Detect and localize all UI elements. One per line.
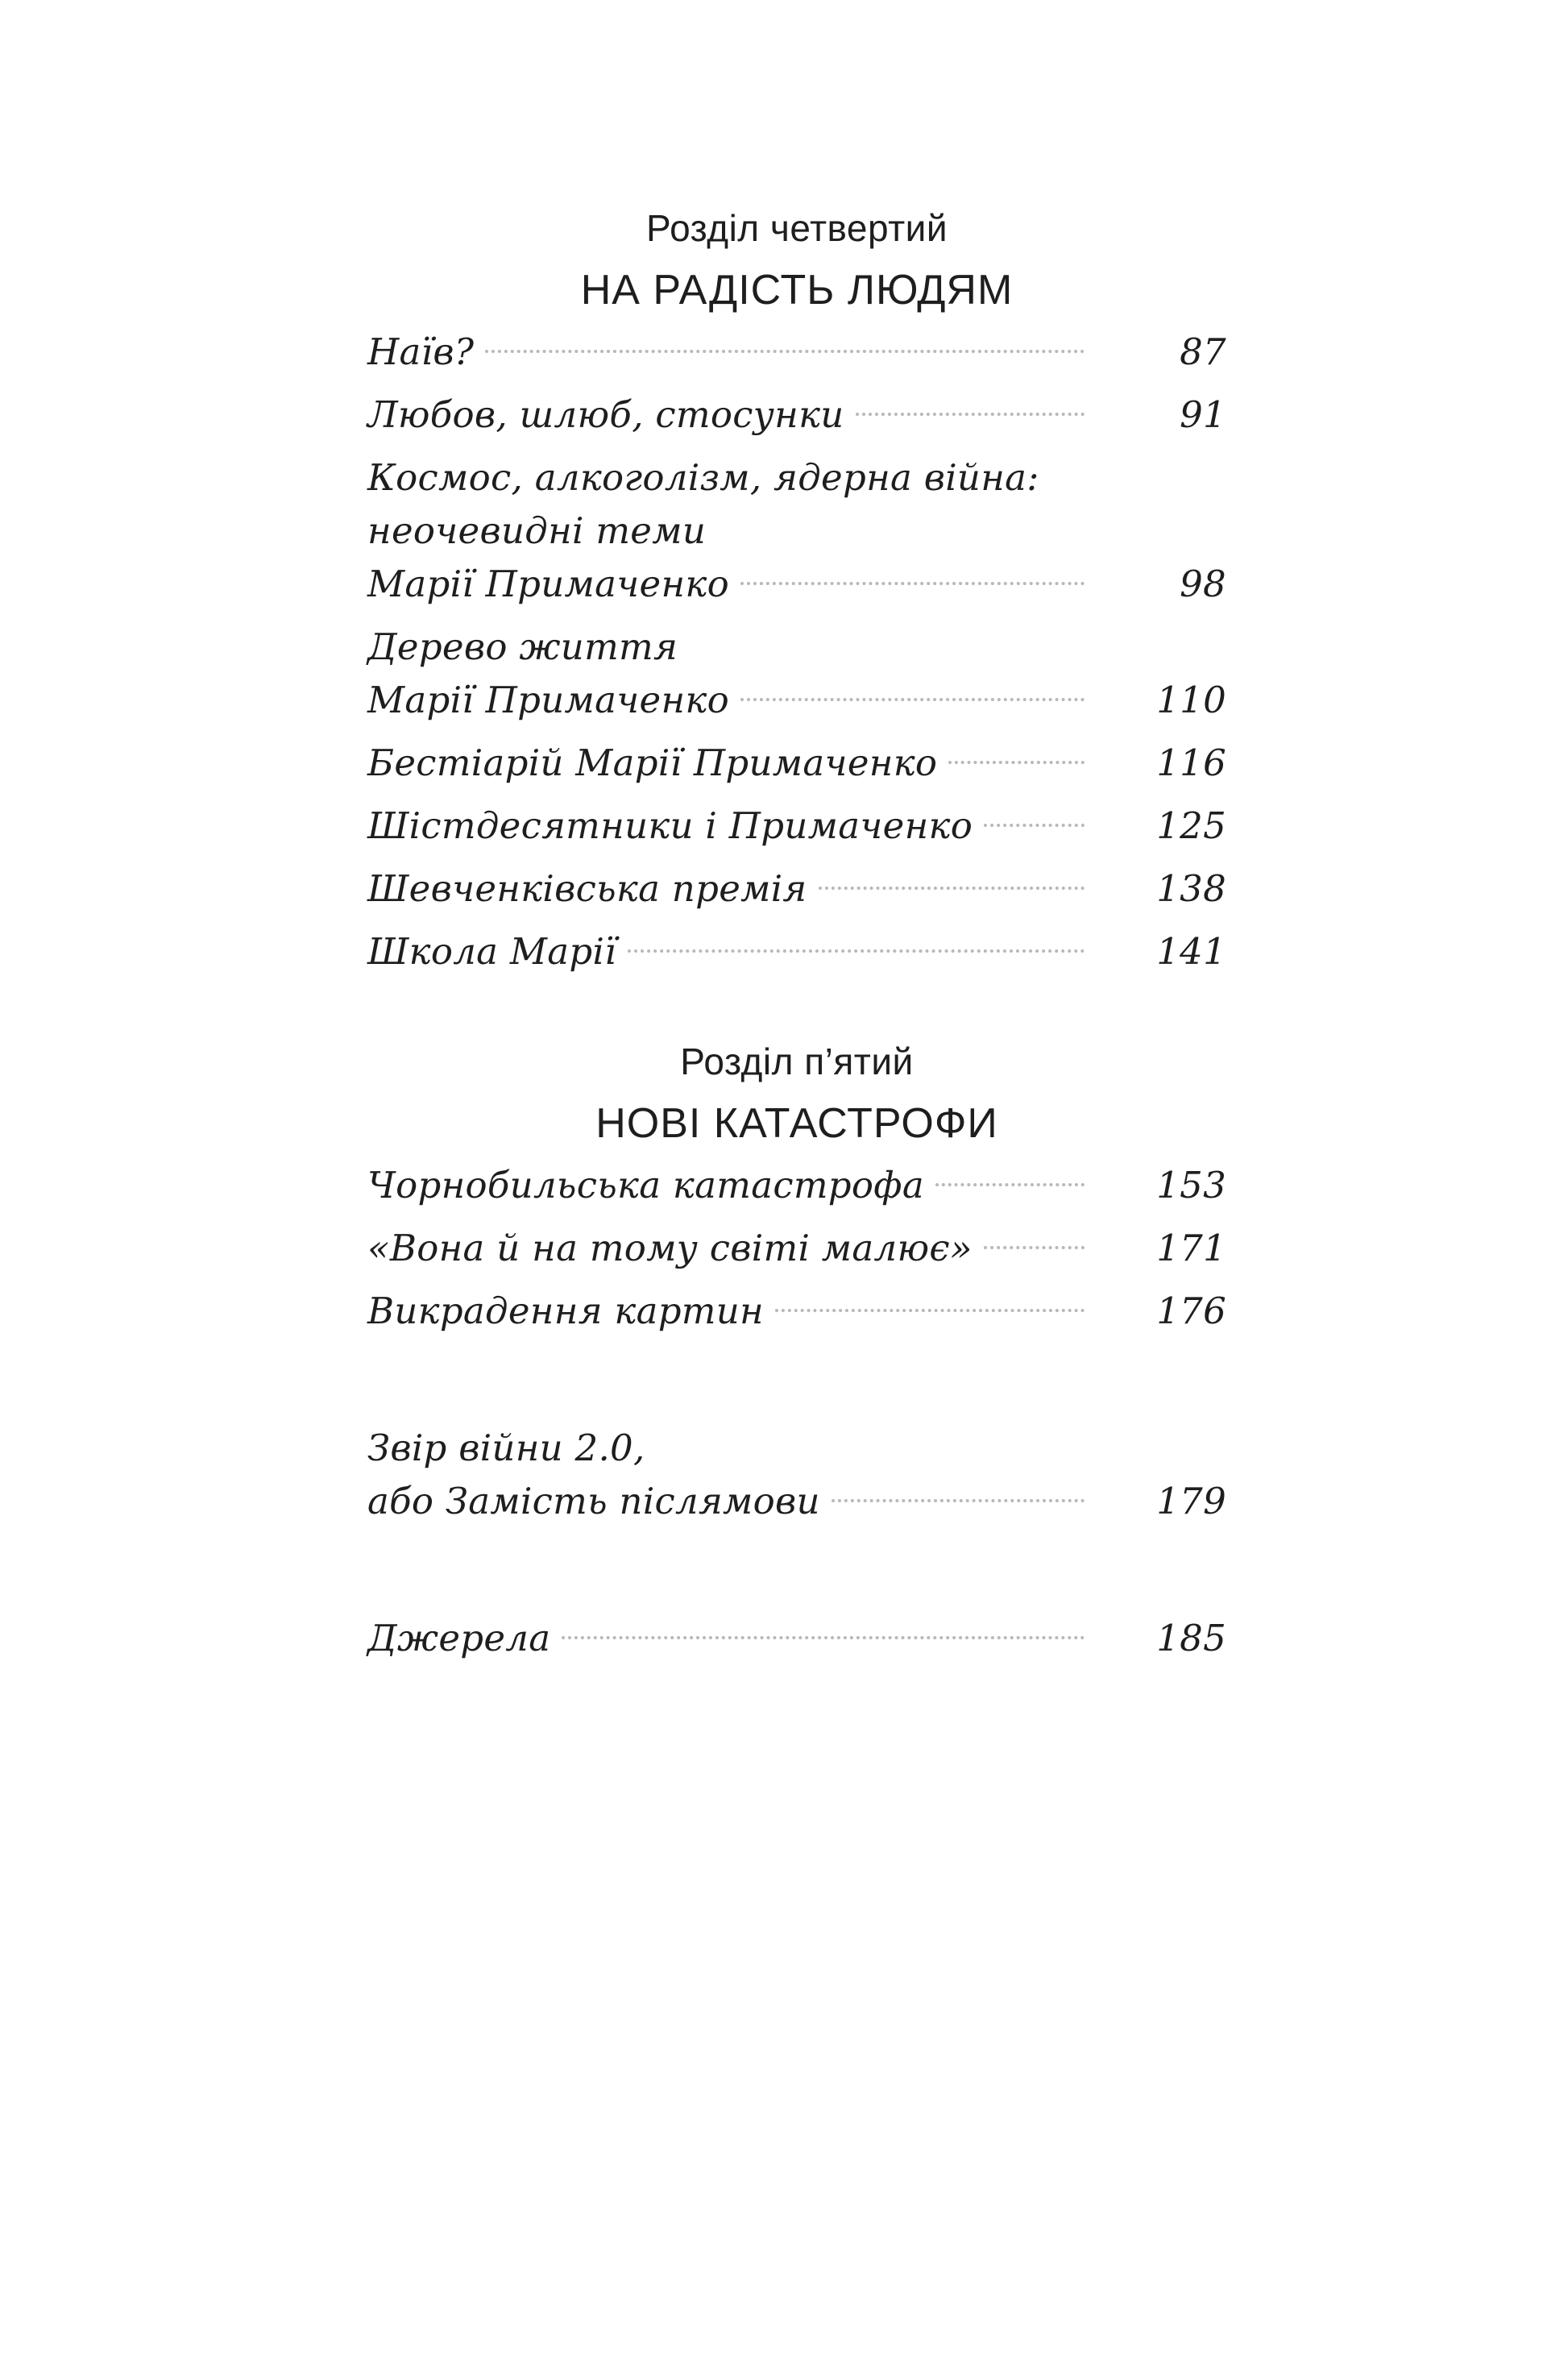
toc-entry[interactable] xyxy=(367,1159,1226,1212)
toc-entry[interactable] xyxy=(367,925,1226,978)
entry-page-number: 91 xyxy=(1180,393,1226,436)
entry-page-number: 176 xyxy=(1156,1290,1226,1332)
dot-leader xyxy=(628,949,1085,953)
chapter-five xyxy=(367,1033,1226,1338)
entry-title: Шістдесятники і Примаченко xyxy=(367,804,973,847)
entry-title: Викрадення картин xyxy=(367,1290,764,1332)
entry-title: Наїв? xyxy=(367,330,475,373)
entry-title-line: Звір війни 2.0, xyxy=(367,1427,645,1469)
dot-leader xyxy=(485,350,1085,353)
entry-title: Чорнобильська катастрофа xyxy=(367,1164,924,1207)
dot-leader xyxy=(984,1246,1085,1249)
dot-leader xyxy=(775,1309,1085,1312)
toc-entry[interactable] xyxy=(367,862,1226,916)
section-spacer xyxy=(367,988,1226,1033)
entry-title: Джерела xyxy=(367,1617,551,1659)
entry-page-number: 116 xyxy=(1156,741,1226,784)
entry-title-line: Космос, алкоголізм, ядерна війна: xyxy=(367,456,1039,499)
chapter-title: НА РАДІСТЬ ЛЮДЯМ xyxy=(580,267,1014,314)
entry-page-number: 179 xyxy=(1156,1480,1226,1522)
toc-entry[interactable] xyxy=(367,737,1226,790)
block-spacer xyxy=(367,1348,1226,1422)
entry-title-line: Марії Примаченко xyxy=(367,679,729,721)
dot-leader xyxy=(740,698,1085,701)
entry-page-number: 141 xyxy=(1156,930,1226,973)
toc-entry[interactable] xyxy=(367,800,1226,853)
sources-entries xyxy=(367,1612,1226,1665)
chapter-entries xyxy=(367,1159,1226,1338)
dot-leader xyxy=(819,887,1085,890)
chapter-label: Розділ четвертий xyxy=(645,207,948,249)
dot-leader xyxy=(856,413,1085,416)
entry-title-line: або Замість післямови xyxy=(367,1480,820,1522)
chapter-four xyxy=(367,200,1226,978)
entry-title: Школа Марії xyxy=(367,930,616,973)
entry-title: Любов, шлюб, стосунки xyxy=(367,393,844,436)
table-of-contents xyxy=(367,200,1226,1675)
dot-leader xyxy=(832,1499,1085,1502)
entry-page-number: 185 xyxy=(1156,1617,1226,1659)
toc-entry[interactable] xyxy=(367,388,1226,442)
chapter-entries xyxy=(367,326,1226,978)
entry-page-number: 87 xyxy=(1180,330,1226,373)
block-spacer xyxy=(367,1538,1226,1612)
entry-page-number: 171 xyxy=(1156,1227,1226,1269)
toc-entry[interactable] xyxy=(367,621,1226,727)
toc-entry[interactable] xyxy=(367,451,1226,611)
dot-leader xyxy=(562,1636,1085,1639)
entry-title: Бестіарій Марії Примаченко xyxy=(367,741,938,784)
toc-entry[interactable] xyxy=(367,326,1226,379)
entry-title-line: Марії Примаченко xyxy=(367,563,729,605)
entry-page-number: 153 xyxy=(1156,1164,1226,1207)
toc-entry-afterword[interactable] xyxy=(367,1422,1226,1528)
afterword-entries xyxy=(367,1422,1226,1528)
chapter-title: НОВІ КАТАСТРОФИ xyxy=(595,1100,998,1147)
entry-title: Шевченківська премія xyxy=(367,867,807,910)
chapter-label: Розділ п’ятий xyxy=(680,1040,914,1082)
dot-leader xyxy=(984,824,1085,827)
dot-leader xyxy=(740,582,1085,585)
entry-page-number: 98 xyxy=(1180,563,1226,605)
entry-page-number: 110 xyxy=(1156,679,1226,721)
toc-entry[interactable] xyxy=(367,1285,1226,1338)
entry-page-number: 125 xyxy=(1156,804,1226,847)
entry-page-number: 138 xyxy=(1156,867,1226,910)
entry-title: «Вона й на тому світі малює» xyxy=(367,1227,973,1269)
dot-leader xyxy=(948,761,1085,764)
entry-title-line: Дерево життя xyxy=(367,625,678,668)
toc-entry-sources[interactable] xyxy=(367,1612,1226,1665)
toc-entry[interactable] xyxy=(367,1222,1226,1275)
entry-title-line: неочевидні теми xyxy=(367,509,707,552)
dot-leader xyxy=(935,1183,1085,1186)
